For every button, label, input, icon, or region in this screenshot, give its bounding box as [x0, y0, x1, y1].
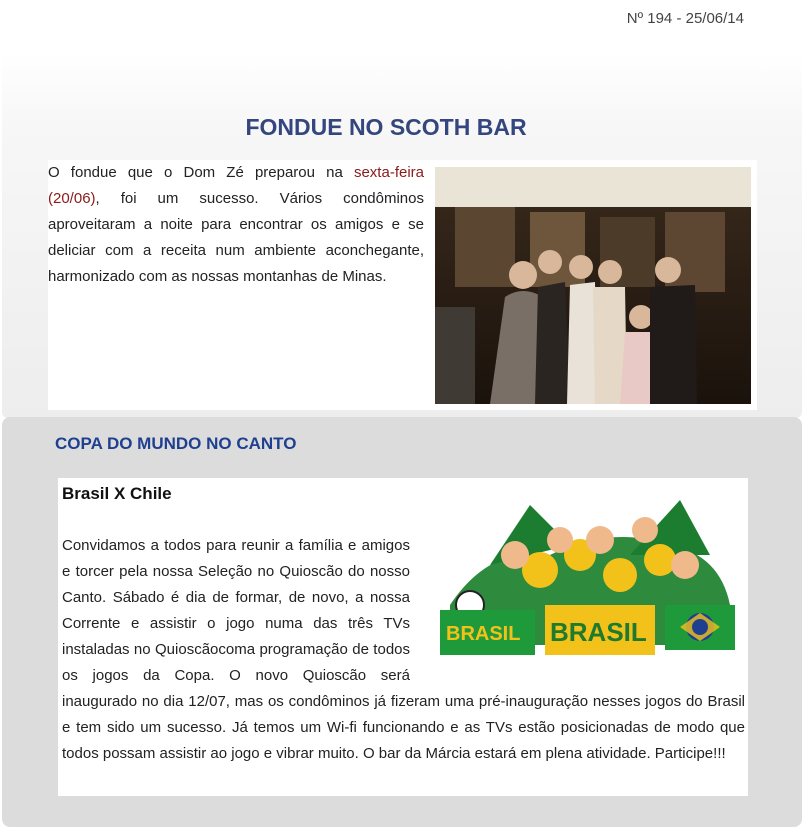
copa-content	[58, 478, 748, 796]
banner-text-main: BRASIL	[550, 617, 647, 647]
banner-text-left: BRASIL	[446, 623, 521, 645]
copa-subtitle: Brasil X Chile	[62, 484, 172, 503]
issue-number: Nº 194 - 25/06/14	[626, 10, 744, 27]
fondue-text	[48, 160, 424, 290]
fondue-text-part-1: O fondue que o Dom Zé preparou na	[48, 164, 354, 181]
copa-text	[62, 533, 745, 767]
copa-body: Convidamos a todos para reunir a família e amigos e torcer pela nossa Seleção no Quioscão do nosso Canto. Sábado é dia de formar, de novo, a nossa Corrente e assistir o jogo numa das três TVs instaladas no Quioscãocoma programação de todos os jogos da Copa. O novo Quioscão será inaugurado no dia 12/07, mas os condôminos já fizeram uma pré-inauguração nesses jogos do Brasil e tem sido um sucesso. Já temos um Wi-fi funcionando e as TVs estão posicionadas de modo que todos possam assistir ao jogo e vibrar muito. O bar da Márcia estará em plena atividade. Participe!!!	[62, 537, 745, 762]
fondue-title: FONDUE NO SCOTH BAR	[245, 114, 527, 140]
fondue-date-highlight: sexta-feira (20/06)	[48, 164, 424, 207]
fondue-photo	[435, 167, 751, 404]
brasil-fans-illustration	[430, 485, 745, 665]
fondue-text-part-2: , foi um sucesso. Vários condôminos aproveitaram a noite para encontrar os amigos e se deliciar com a receita num ambiente aconchegante, harmonizado com as nossas montanhas de Minas.	[48, 190, 424, 285]
copa-section-title: COPA DO MUNDO NO CANTO	[55, 434, 297, 453]
fondue-content	[48, 160, 757, 410]
